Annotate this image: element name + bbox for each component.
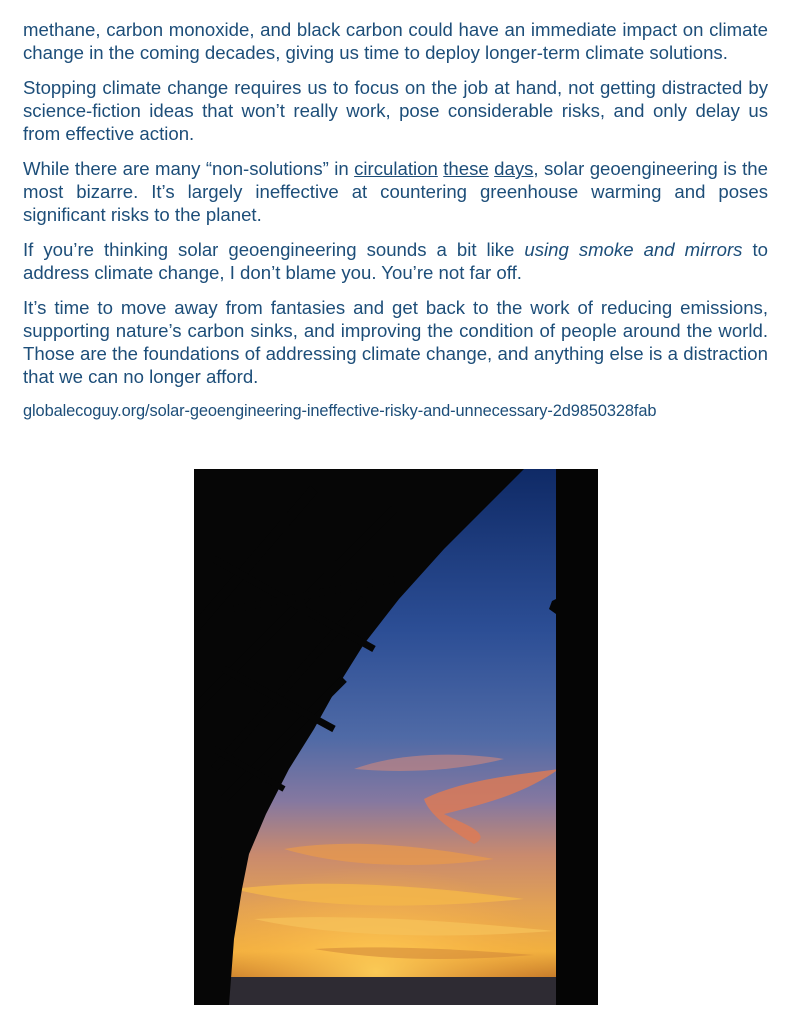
italic-phrase: using smoke and mirrors xyxy=(524,239,743,260)
paragraph-stopping-climate-change: Stopping climate change requires us to focus on the job at hand, not getting distracted by science-fiction ideas that won’t really work, pose considerable risks, and only delay us from effective action. xyxy=(23,77,768,144)
paragraph-text: to address climate change, I don’t blame you. You’re not far off. xyxy=(23,239,768,283)
link-these[interactable]: these xyxy=(443,158,489,179)
photo-graphic xyxy=(194,469,598,1005)
sunset-bridge-photo xyxy=(194,469,598,1005)
link-days[interactable]: days xyxy=(494,158,534,179)
paragraph-text: While there are many “non-solutions” in xyxy=(23,158,355,179)
paragraph-text: , solar geoengineering is the most bizarre. It’s largely ineffective at countering greenhouse warming and poses significant risks to the planet. xyxy=(23,158,768,225)
paragraph-non-solutions xyxy=(23,157,768,226)
link-circulation[interactable]: circulation xyxy=(354,158,438,179)
paragraph-smoke-and-mirrors xyxy=(23,238,768,284)
paragraph-move-away-from-fantasies: It’s time to move away from fantasies and get back to the work of reducing emissions, supporting nature’s carbon sinks, and improving the condition of people around the world. Those are the foundations of addressing climate change, and anything else is a distraction that we can no longer afford. xyxy=(23,297,768,387)
paragraph-text: If you’re thinking solar geoengineering sounds a bit like xyxy=(23,239,525,260)
article-body xyxy=(23,18,768,435)
source-url[interactable]: globalecoguy.org/solar-geoengineering-ineffective-risky-and-unnecessary-2d9850328fab xyxy=(23,402,657,420)
paragraph-methane: methane, carbon monoxide, and black carbon could have an immediate impact on climate change in the coming decades, giving us time to deploy longer-term climate solutions. xyxy=(23,19,768,63)
